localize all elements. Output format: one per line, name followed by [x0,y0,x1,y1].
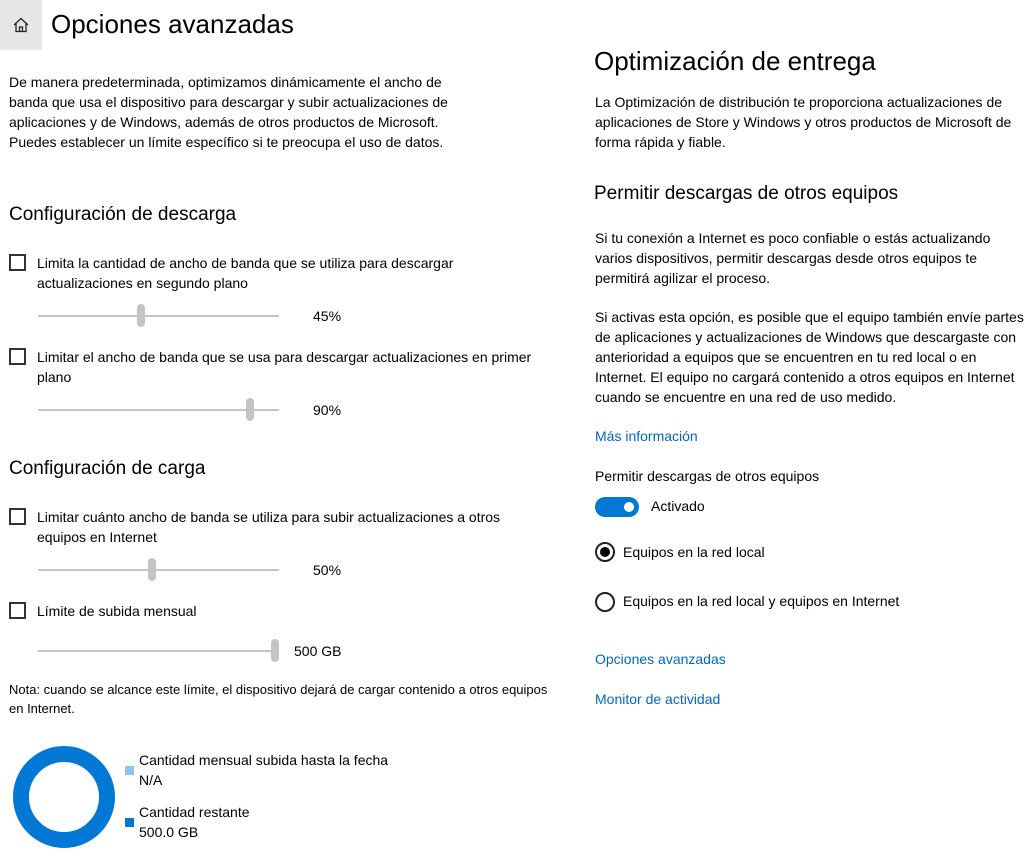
upload-limit-label: Limitar cuánto ancho de banda se utiliza para subir actualizaciones a otros equipos en Internet [37,509,501,545]
legend-remaining-label: Cantidad restante [139,804,250,820]
radio-selected-dot [600,547,610,557]
upload-limit-slider-thumb[interactable] [148,558,156,581]
delivery-optimization-description: La Optimización de distribución te proporciona actualizaciones de aplicaciones de Store y Windows y otros productos de Microsoft de forma rápida y fiable. [595,94,1012,150]
download-foreground-value: 90% [313,402,342,418]
radio-local-and-internet[interactable] [595,592,615,612]
radio-local-network-label[interactable]: Equipos en la red local [623,544,765,560]
legend-remaining-value: 500.0 GB [139,824,199,840]
home-button[interactable] [0,0,42,50]
advanced-options-link[interactable]: Opciones avanzadas [595,651,726,667]
download-background-slider-track[interactable] [38,315,279,317]
usage-donut-remaining-ring [21,754,107,840]
download-background-checkbox[interactable] [9,254,26,271]
allow-downloads-para1: Si tu conexión a Internet es poco confiable o estás actualizando varios dispositivos, permitir descargas desde otros equipos te permitirá agilizar el proceso. [595,230,991,286]
download-heading: Configuración de descarga [9,204,237,225]
allow-downloads-toggle[interactable] [595,497,639,517]
download-foreground-slider-thumb[interactable] [246,398,254,421]
download-background-value: 45% [313,308,342,324]
radio-local-and-internet-label[interactable]: Equipos en la red local y equipos en Internet [623,593,900,609]
legend-uploaded-value: N/A [139,772,163,788]
upload-monthly-value: 500 GB [294,643,342,659]
toggle-state-label: Activado [651,498,705,514]
allow-downloads-heading: Permitir descargas de otros equipos [594,183,899,204]
upload-note: Nota: cuando se alcance este límite, el dispositivo dejará de cargar contenido a otros equipos en Internet. [9,682,548,716]
upload-limit-checkbox[interactable] [9,508,26,525]
legend-remaining-swatch [125,818,134,827]
download-background-label: Limita la cantidad de ancho de banda que se utiliza para descargar actualizaciones en segundo plano [37,255,454,291]
upload-monthly-checkbox[interactable] [9,602,26,619]
download-foreground-slider-track[interactable] [38,409,279,411]
upload-monthly-label: Límite de subida mensual [37,603,197,619]
toggle-knob [624,502,634,512]
more-info-link[interactable]: Más información [595,428,698,444]
delivery-optimization-title: Optimización de entrega [594,46,876,76]
home-icon [12,16,30,34]
activity-monitor-link[interactable]: Monitor de actividad [595,691,721,707]
download-foreground-checkbox[interactable] [9,348,26,365]
radio-local-network[interactable] [595,542,615,562]
upload-monthly-slider-thumb[interactable] [271,639,279,662]
legend-uploaded-swatch [125,766,134,775]
allow-downloads-para2: Si activas esta opción, es posible que el equipo también envíe partes de aplicaciones y actualizaciones de Windows que descargaste con anterioridad a equipos que se encuentren en tu red local o en Internet. El equipo no cargará contenido a otros equipos en Internet cuando se encuentre en una red de uso medido. [595,309,1024,405]
upload-limit-slider-track[interactable] [38,569,279,571]
upload-heading: Configuración de carga [9,458,206,479]
legend-uploaded-label: Cantidad mensual subida hasta la fecha [139,752,389,768]
page-title: Opciones avanzadas [51,9,294,39]
usage-donut-chart [12,745,116,849]
intro-text: De manera predeterminada, optimizamos dinámicamente el ancho de banda que usa el dispositivo para descargar y subir actualizaciones de aplicaciones y de Windows, además de otros productos de Microsoft. Puedes establecer un límite específico si te preocupa el uso de datos. [9,74,448,150]
toggle-heading: Permitir descargas de otros equipos [595,468,820,484]
download-foreground-label: Limitar el ancho de banda que se usa para descargar actualizaciones en primer plano [37,349,532,385]
upload-limit-value: 50% [313,562,342,578]
download-background-slider-thumb[interactable] [137,304,145,327]
upload-monthly-slider-track[interactable] [38,650,279,652]
